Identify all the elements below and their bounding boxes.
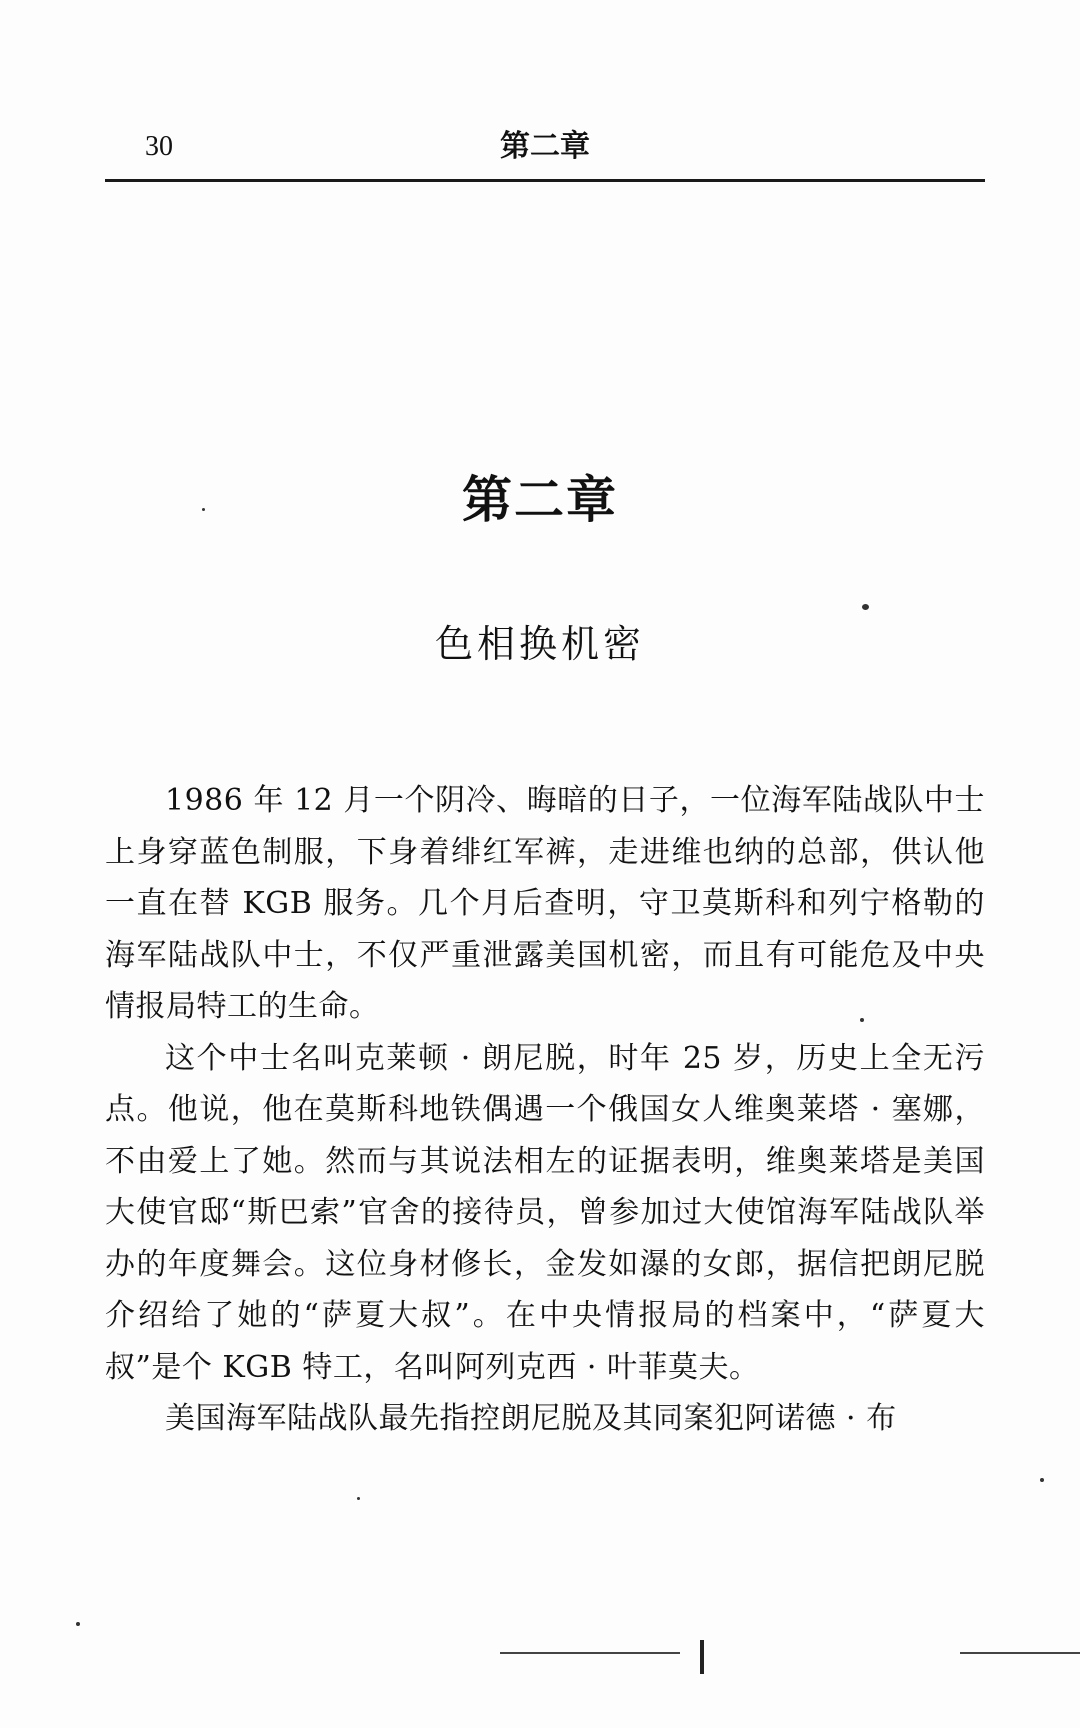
running-title: 第二章	[500, 129, 590, 164]
chapter-title: 第二章	[462, 470, 618, 529]
scan-speck	[860, 1018, 864, 1022]
scan-speck	[1040, 1478, 1044, 1482]
page-number: 30	[145, 131, 173, 162]
footer-mark	[700, 1640, 704, 1674]
scan-speck	[357, 1497, 360, 1500]
paragraph-1: 1986 年 12 月一个阴冷、晦暗的日子，一位海军陆战队中士上身穿蓝色制服，下身着绯红军裤，走进维也纳的总部，供认他一直在替 KGB 服务。几个月后查明，守卫莫斯科和列宁格勒的海军陆战队中士，不仅严重泄露美国机密，而且有可能危及中央情报局特工的生命。	[105, 783, 985, 1024]
paragraph-2: 这个中士名叫克莱顿 · 朗尼脱，时年 25 岁，历史上全无污点。他说，他在莫斯科地铁偶遇一个俄国女人维奥莱塔 · 塞娜，不由爱上了她。然而与其说法相左的证据表明，维奥莱塔是美国大使官邸“斯巴索”官舍的接待员，曾参加过大使馆海军陆战队举办的年度舞会。这位身材修长，金发如瀑的女郎，据信把朗尼脱介绍给了她的“萨夏大叔”。在中央情报局的档案中，“萨夏大叔”是个 KGB 特工，名叫阿列克西 · 叶菲莫夫。	[105, 1040, 985, 1385]
scan-speck	[202, 508, 205, 511]
chapter-subtitle: 色相换机密	[434, 622, 645, 666]
footer-rule-right	[960, 1652, 1080, 1654]
paragraph-3: 美国海军陆战队最先指控朗尼脱及其同案犯阿诺德 · 布	[165, 1401, 897, 1436]
scan-speck	[76, 1622, 80, 1626]
body-text	[105, 775, 985, 1445]
running-head	[105, 130, 985, 170]
header-rule	[105, 179, 985, 182]
footer-rule-left	[500, 1652, 680, 1654]
scan-speck	[862, 604, 869, 610]
